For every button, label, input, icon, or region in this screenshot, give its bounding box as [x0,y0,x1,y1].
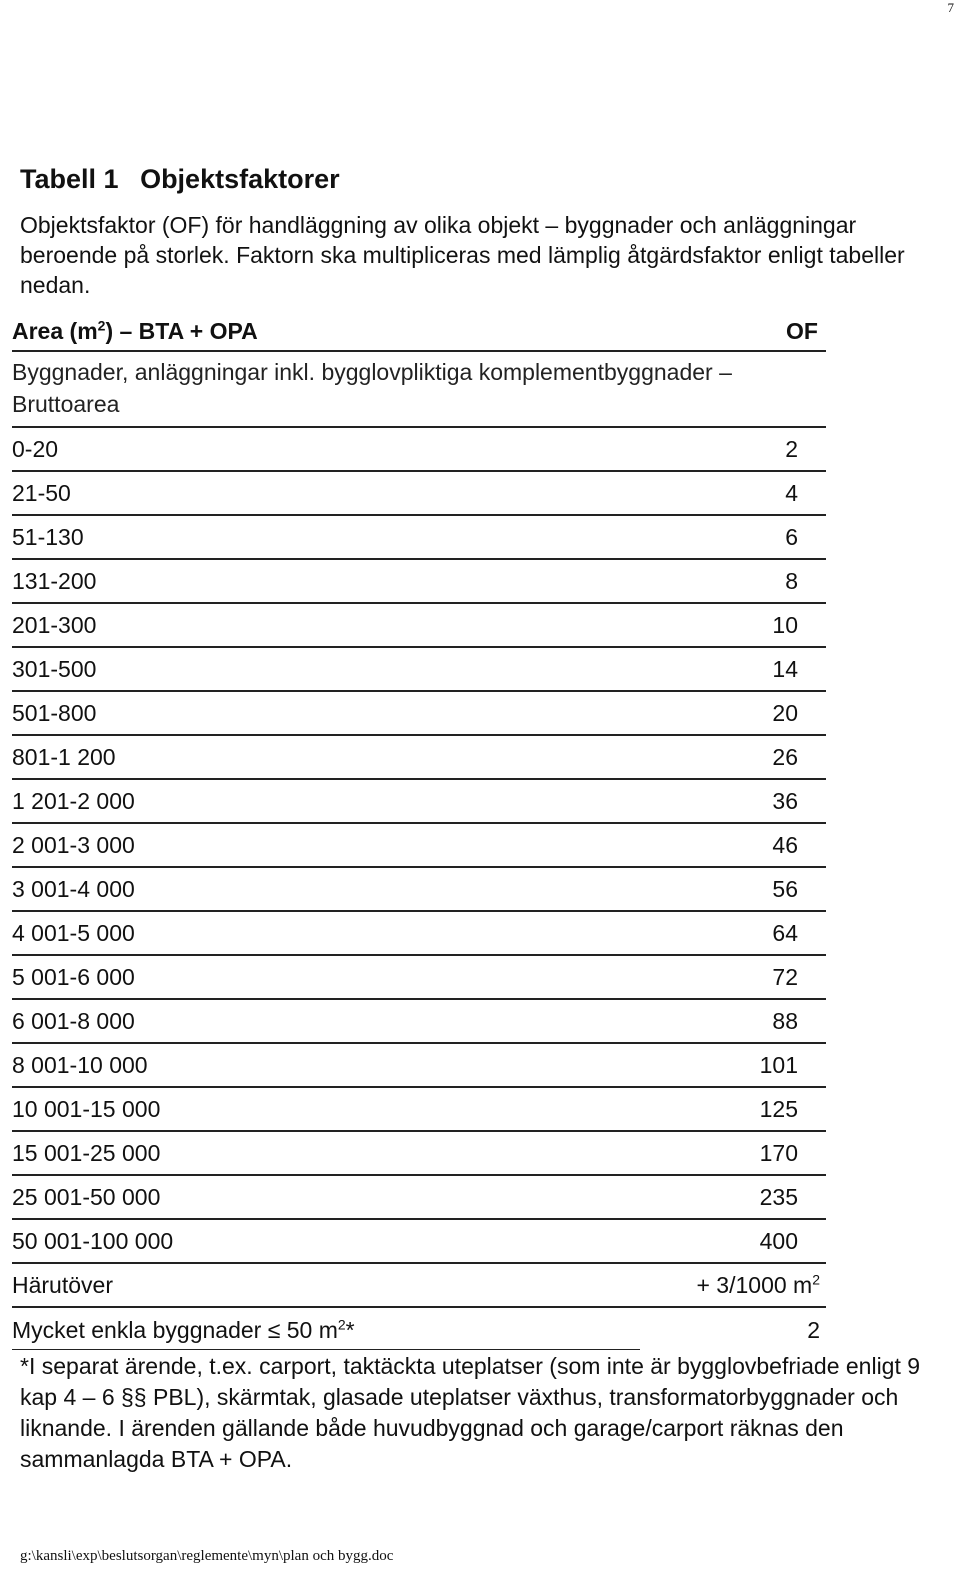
row-of: 36 [772,787,798,814]
table-row [12,648,826,692]
table-body [12,428,826,1264]
row-of: 88 [772,1007,798,1034]
footnote-divider [12,1349,640,1350]
row-of: 400 [759,1227,798,1254]
table-title-number: Tabell 1 [20,164,119,194]
row-of: 72 [772,963,798,990]
row-beyond [12,1264,826,1308]
table-row [12,824,826,868]
row-of: 2 [785,435,798,462]
row-simple-value: 2 [807,1316,820,1343]
table-row [12,736,826,780]
row-area: 51-130 [12,523,84,550]
row-of: 10 [772,611,798,638]
row-of: 56 [772,875,798,902]
table-row [12,956,826,1000]
row-area: 25 001-50 000 [12,1183,161,1210]
row-area: 0-20 [12,435,59,462]
row-beyond-value: + 3/1000 $m^2$ [696,1270,820,1298]
row-simple-label: Mycket enkla byggnader ≤ 50 $m^2*$ [12,1315,355,1343]
row-area: 21-50 [12,479,71,506]
table-row [12,868,826,912]
row-simple-buildings [12,1308,826,1352]
row-of: 64 [772,919,798,946]
table-row [12,692,826,736]
table-row [12,1088,826,1132]
row-area: 6 001-8 000 [12,1007,135,1034]
row-area: 501-800 [12,699,97,726]
table-row [12,428,826,472]
table-title [20,164,340,195]
row-of: 20 [772,699,798,726]
table-row [12,560,826,604]
table-row [12,912,826,956]
category-row: Byggnader, anläggningar inkl. bygglovpliktiga komplementbyggnader – Bruttoarea [12,352,826,428]
row-of: 26 [772,743,798,770]
table-row [12,1132,826,1176]
table-row [12,472,826,516]
table-row [12,1220,826,1264]
table-title-text: Objektsfaktorer [140,164,340,194]
row-area: 131-200 [12,567,97,594]
row-area: 301-500 [12,655,97,682]
table-row [12,1176,826,1220]
row-area: 4 001-5 000 [12,919,135,946]
table-row [12,516,826,560]
row-area: 2 001-3 000 [12,831,135,858]
footer-file-path: g:\kansli\exp\beslutsorgan\reglemente\myn\plan och bygg.doc [20,1548,394,1564]
row-area: 10 001-15 000 [12,1095,161,1122]
intro-paragraph: Objektsfaktor (OF) för handläggning av olika objekt – byggnader och anläggningar beroende på storlek. Faktorn ska multipliceras med lämplig åtgärdsfaktor enligt tabeller nedan. [20,212,905,298]
row-area: 8 001-10 000 [12,1051,148,1078]
row-of: 14 [772,655,798,682]
table-row [12,780,826,824]
row-of: 4 [785,479,798,506]
header-of: OF [786,317,818,344]
footnote: *I separat ärende, t.ex. carport, taktäckta uteplatser (som inte är bygglovbefriade enligt 9 kap 4 – 6 §§ PBL), skärmtak, glasade uteplatser växthus, transformatorbyggnader och liknande. I ärenden gällande både huvudbyggnad och garage/carport räknas den sammanlagda BTA + OPA. [20,1353,921,1472]
row-of: 6 [785,523,798,550]
table-header-row [12,312,826,352]
row-of: 170 [759,1139,798,1166]
table-row [12,1000,826,1044]
row-area: 50 001-100 000 [12,1227,174,1254]
row-area: 1 201-2 000 [12,787,135,814]
row-of: 235 [759,1183,798,1210]
objektsfaktor-table [12,312,826,1352]
header-area: Area $(m^2)$ – BTA + OPA [12,316,258,344]
row-area: 15 001-25 000 [12,1139,161,1166]
row-of: 46 [772,831,798,858]
row-beyond-label: Härutöver [12,1271,113,1298]
table-row [12,604,826,648]
table-row [12,1044,826,1088]
row-of: 125 [759,1095,798,1122]
page-number: 7 [947,0,954,15]
row-of: 8 [785,567,798,594]
row-area: 3 001-4 000 [12,875,135,902]
row-area: 801-1 200 [12,743,116,770]
row-of: 101 [759,1051,798,1078]
less-equal-symbol: ≤ [267,1316,281,1343]
row-area: 5 001-6 000 [12,963,135,990]
row-area: 201-300 [12,611,97,638]
